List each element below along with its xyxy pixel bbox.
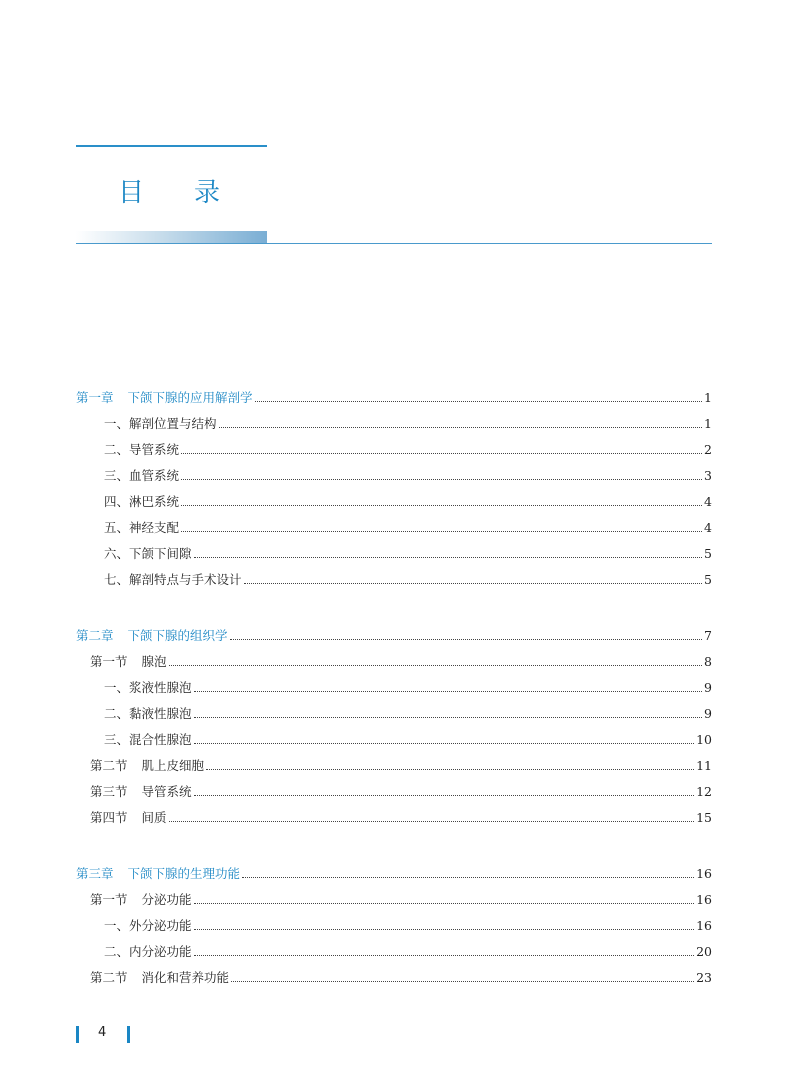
toc-entry-title: 淋巴系统 — [129, 494, 180, 509]
toc-entry-label — [104, 678, 192, 698]
toc-page-number: 20 — [696, 944, 712, 959]
toc-entry-number: 第四节 — [90, 810, 128, 825]
toc-page-number: 9 — [704, 706, 712, 721]
toc-entry-item[interactable] — [104, 916, 712, 936]
toc-entry-title: 黏液性腺泡 — [129, 706, 192, 721]
toc-page-number: 5 — [704, 546, 712, 561]
page-number: 4 — [98, 1025, 107, 1040]
toc-entry-number: 第一节 — [90, 892, 128, 907]
toc-entry-label — [104, 942, 192, 962]
toc-leader-dots — [169, 820, 695, 822]
toc-leader-dots — [206, 768, 694, 770]
toc-leader-dots — [219, 426, 703, 428]
toc-entry-title: 肌上皮细胞 — [141, 758, 205, 773]
toc-page-number: 4 — [704, 520, 712, 535]
toc-entry-number: 第二章 — [76, 628, 114, 643]
toc-page-number: 15 — [696, 810, 712, 825]
toc-entry-title: 腺泡 — [141, 654, 167, 669]
toc-entry-label — [90, 968, 229, 988]
toc-entry-label — [104, 916, 192, 936]
toc-entry-label — [104, 518, 179, 538]
toc-leader-dots — [194, 902, 695, 904]
toc-leader-dots — [194, 556, 703, 558]
toc-page-number: 16 — [696, 892, 712, 907]
toc-entry-chapter[interactable] — [76, 864, 712, 884]
toc-leader-dots — [194, 690, 703, 692]
toc-entry-title: 浆液性腺泡 — [129, 680, 192, 695]
toc-entry-number: 一、 — [104, 680, 130, 695]
toc-page-number: 3 — [704, 468, 712, 483]
toc-page-number: 2 — [704, 442, 712, 457]
toc-entry-item[interactable] — [104, 942, 712, 962]
toc-entry-number: 一、 — [104, 416, 130, 431]
toc-entry-item[interactable] — [104, 518, 712, 538]
toc-entry-number: 第二节 — [90, 970, 128, 985]
toc-entry-number: 三、 — [104, 468, 130, 483]
toc-entry-title: 混合性腺泡 — [129, 732, 192, 747]
toc-entry-label — [90, 782, 192, 802]
toc-entry-title: 消化和营养功能 — [141, 970, 230, 985]
toc-entry-number: 六、 — [104, 546, 130, 561]
toc-entry-title: 下颌下腺的生理功能 — [127, 866, 241, 881]
toc-leader-dots — [255, 400, 703, 402]
toc-entry-label — [104, 414, 217, 434]
toc-entry-number: 四、 — [104, 494, 130, 509]
toc-entry-section[interactable] — [90, 782, 712, 802]
toc-entry-number: 五、 — [104, 520, 130, 535]
toc-entry-item[interactable] — [104, 678, 712, 698]
toc-leader-dots — [230, 638, 703, 640]
toc-entry-section[interactable] — [90, 808, 712, 828]
toc-entry-number: 二、 — [104, 442, 130, 457]
toc-entry-item[interactable] — [104, 492, 712, 512]
toc-entry-label — [90, 652, 167, 672]
toc-entry-section[interactable] — [90, 968, 712, 988]
toc-entry-title: 分泌功能 — [141, 892, 192, 907]
toc-entry-number: 第三章 — [76, 866, 114, 881]
toc-entry-item[interactable] — [104, 704, 712, 724]
toc-page-number: 7 — [704, 628, 712, 643]
toc-entry-number: 第一节 — [90, 654, 128, 669]
toc-page-number: 11 — [696, 758, 712, 773]
toc-leader-dots — [169, 664, 703, 666]
toc-entry-label — [104, 544, 192, 564]
footer-left-bar — [76, 1026, 79, 1043]
toc-entry-section[interactable] — [90, 890, 712, 910]
toc-page-number: 1 — [704, 416, 712, 431]
toc-page-number: 16 — [696, 918, 712, 933]
header-base-rule — [76, 243, 712, 244]
toc-entry-title: 下颌下腺的组织学 — [127, 628, 228, 643]
toc-entry-item[interactable] — [104, 544, 712, 564]
toc-entry-title: 导管系统 — [141, 784, 192, 799]
toc-page-number: 16 — [696, 866, 712, 881]
toc-page-number: 12 — [696, 784, 712, 799]
toc-entry-title: 神经支配 — [129, 520, 180, 535]
header-top-rule — [76, 145, 267, 147]
toc-entry-title: 间质 — [141, 810, 167, 825]
toc-page-number: 23 — [696, 970, 712, 985]
toc-entry-title: 下颌下间隙 — [129, 546, 192, 561]
toc-entry-number: 三、 — [104, 732, 130, 747]
toc-page-number: 9 — [704, 680, 712, 695]
toc-entry-title: 解剖位置与结构 — [129, 416, 217, 431]
toc-leader-dots — [194, 716, 703, 718]
toc-entry-label — [104, 492, 179, 512]
toc-leader-dots — [231, 980, 694, 982]
footer-right-bar — [127, 1026, 130, 1043]
toc-entry-section[interactable] — [90, 756, 712, 776]
toc-leader-dots — [194, 742, 695, 744]
title-char-2: 录 — [194, 178, 221, 208]
toc-entry-label — [76, 864, 240, 884]
toc-entry-section[interactable] — [90, 652, 712, 672]
toc-entry-number: 第三节 — [90, 784, 128, 799]
toc-entry-item[interactable] — [104, 466, 712, 486]
toc-leader-dots — [181, 530, 702, 532]
toc-entry-number: 第二节 — [90, 758, 128, 773]
toc-entry-number: 一、 — [104, 918, 130, 933]
toc-entry-title: 血管系统 — [129, 468, 180, 483]
toc-leader-dots — [194, 954, 695, 956]
toc-page-number: 4 — [704, 494, 712, 509]
toc-leader-dots — [244, 582, 703, 584]
toc-entry-label — [90, 808, 167, 828]
toc-entry-title: 导管系统 — [129, 442, 180, 457]
toc-entry-chapter[interactable] — [76, 388, 712, 408]
toc-page-number: 8 — [704, 654, 712, 669]
toc-entry-label — [76, 626, 228, 646]
toc-page-number: 5 — [704, 572, 712, 587]
toc-entry-label — [104, 730, 192, 750]
toc-entry-number: 二、 — [104, 944, 130, 959]
toc-entry-label — [104, 570, 242, 590]
toc-leader-dots — [194, 794, 695, 796]
toc-page-number: 1 — [704, 390, 712, 405]
toc-leader-dots — [194, 928, 695, 930]
toc-entry-number: 二、 — [104, 706, 130, 721]
toc-entry-title: 下颌下腺的应用解剖学 — [127, 390, 253, 405]
toc-entry-label — [90, 890, 192, 910]
toc-leader-dots — [181, 452, 702, 454]
toc-entry-label — [104, 440, 179, 460]
toc-leader-dots — [242, 876, 694, 878]
toc-entry-label — [76, 388, 253, 408]
toc-entry-number: 第一章 — [76, 390, 114, 405]
toc-entry-label — [104, 466, 179, 486]
toc-entry-label — [90, 756, 204, 776]
toc-entry-label — [104, 704, 192, 724]
toc-entry-item[interactable] — [104, 440, 712, 460]
toc-entry-chapter[interactable] — [76, 626, 712, 646]
toc-page-number: 10 — [696, 732, 712, 747]
toc-entry-item[interactable] — [104, 570, 712, 590]
toc-leader-dots — [181, 478, 702, 480]
toc-entry-title: 内分泌功能 — [129, 944, 192, 959]
toc-entry-item[interactable] — [104, 730, 712, 750]
toc-entry-number: 七、 — [104, 572, 130, 587]
toc-entry-item[interactable] — [104, 414, 712, 434]
title-char-1: 目 — [118, 178, 145, 208]
toc-leader-dots — [181, 504, 702, 506]
toc-entry-title: 外分泌功能 — [129, 918, 192, 933]
toc-entry-title: 解剖特点与手术设计 — [129, 572, 242, 587]
page-title — [118, 172, 220, 209]
